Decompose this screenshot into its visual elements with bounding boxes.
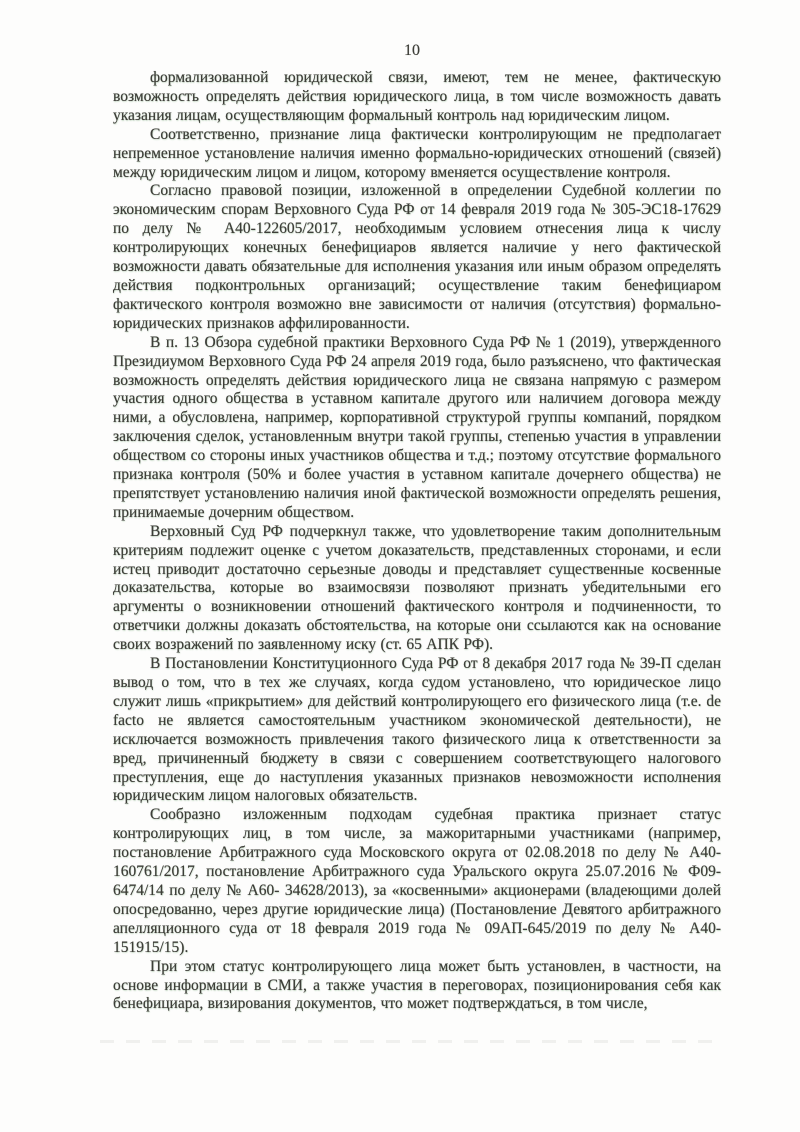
body-paragraph: В Постановлении Конституционного Суда РФ от 8 декабря 2017 года № 39-П сделан вывод о том, что в тех же случаях, когда судом установлено, что юридическое лицо служит лишь «прикрытием» для действий контролирующего его физического лица (т.е. de facto не является самостоятельным участником экономической деятельности), не исключается возможность привлечения такого физического лица к ответственности за вред, причиненный бюджету в связи с совершением соответствующего налогового преступления, еще до наступления указанных признаков невозможности исполнения юридическим лицом налоговых обязательств.	[113, 655, 721, 805]
body-paragraph: формализованной юридической связи, имеют, тем не менее, фактическую возможность определять действия юридического лица, в том числе возможность давать указания лицам, осуществляющим формальный контроль над юридическим лицом.	[113, 69, 721, 124]
body-paragraph: Соответственно, признание лица фактически контролирующим не предполагает непременное установление наличия именно формально-юридических отношений (связей) между юридическим лицом и лицом, которому вменяется осуществление контроля.	[113, 125, 721, 181]
body-paragraph: Верховный Суд РФ подчеркнул также, что удовлетворение таким дополнительным критериям подлежит оценке с учетом доказательств, представленных сторонами, и если истец приводит достаточно серьезные доводы и представляет существенные косвенные доказательства, которые во взаимосвязи позволяют признать убедительными его аргументы о возникновении отношений фактического контроля и подчиненности, то ответчики должны доказать обстоятельства, на которые они ссылаются как на основание своих возражений по заявленному иску (ст. 65 АПК РФ).	[113, 522, 721, 654]
document-body	[113, 69, 721, 1014]
body-paragraph: В п. 13 Обзора судебной практики Верховного Суда РФ № 1 (2019), утвержденного Президиумом Верховного Суда РФ 24 апреля 2019 года, было разъяснено, что фактическая возможность определять действия юридического лица не связана напрямую с размером участия одного общества в уставном капитале другого или наличием договора между ними, а обусловлена, например, корпоративной структурой группы компаний, порядком заключения сделок, установленным внутри такой группы, степенью участия в управлении обществом со стороны иных участников общества и т.д.; поэтому отсутствие формального признака контроля (50% и более участия в уставном капитале дочернего общества) не препятствует установлению наличия иной фактической возможности определять решения, принимаемые дочерним обществом.	[113, 333, 721, 521]
body-paragraph: Согласно правовой позиции, изложенной в определении Судебной коллегии по экономическим спорам Верховного Суда РФ от 14 февраля 2019 года № 305-ЭС18-17629 по делу № А40-122605/2017, необходимым условием отнесения лица к числу контролирующих конечных бенефициаров является наличие у него фактической возможности давать обязательные для исполнения указания или иным образом определять действия подконтрольных организаций; осуществление таким бенефициаром фактического контроля возможно вне зависимости от наличия (отсутствия) формально-юридических признаков аффилированности.	[113, 182, 721, 332]
body-paragraph: При этом статус контролирующего лица может быть установлен, в частности, на основе информации в СМИ, а также участия в переговорах, позиционирования себя как бенефициара, визирования документов, что может подтверждаться, в том числе,	[113, 957, 721, 1013]
page-number: 10	[404, 42, 420, 59]
body-paragraph: Сообразно изложенным подходам судебная практика признает статус контролирующих лиц, в том числе, за мажоритарными участниками (например, постановление Арбитражного суда Московского округа от 02.08.2018 по делу № А40-160761/2017, постановление Арбитражного суда Уральского округа 25.07.2016 № Ф09-6474/14 по делу № А60- 34628/2013), за «косвенными» акционерами (владеющими долей опосредованно, через другие юридические лица) (Постановление Девятого арбитражного апелляционного суда от 18 февраля 2019 года № 09АП-645/2019 по делу № А40-151915/15).	[113, 806, 721, 956]
scan-artifact	[100, 1040, 722, 1043]
